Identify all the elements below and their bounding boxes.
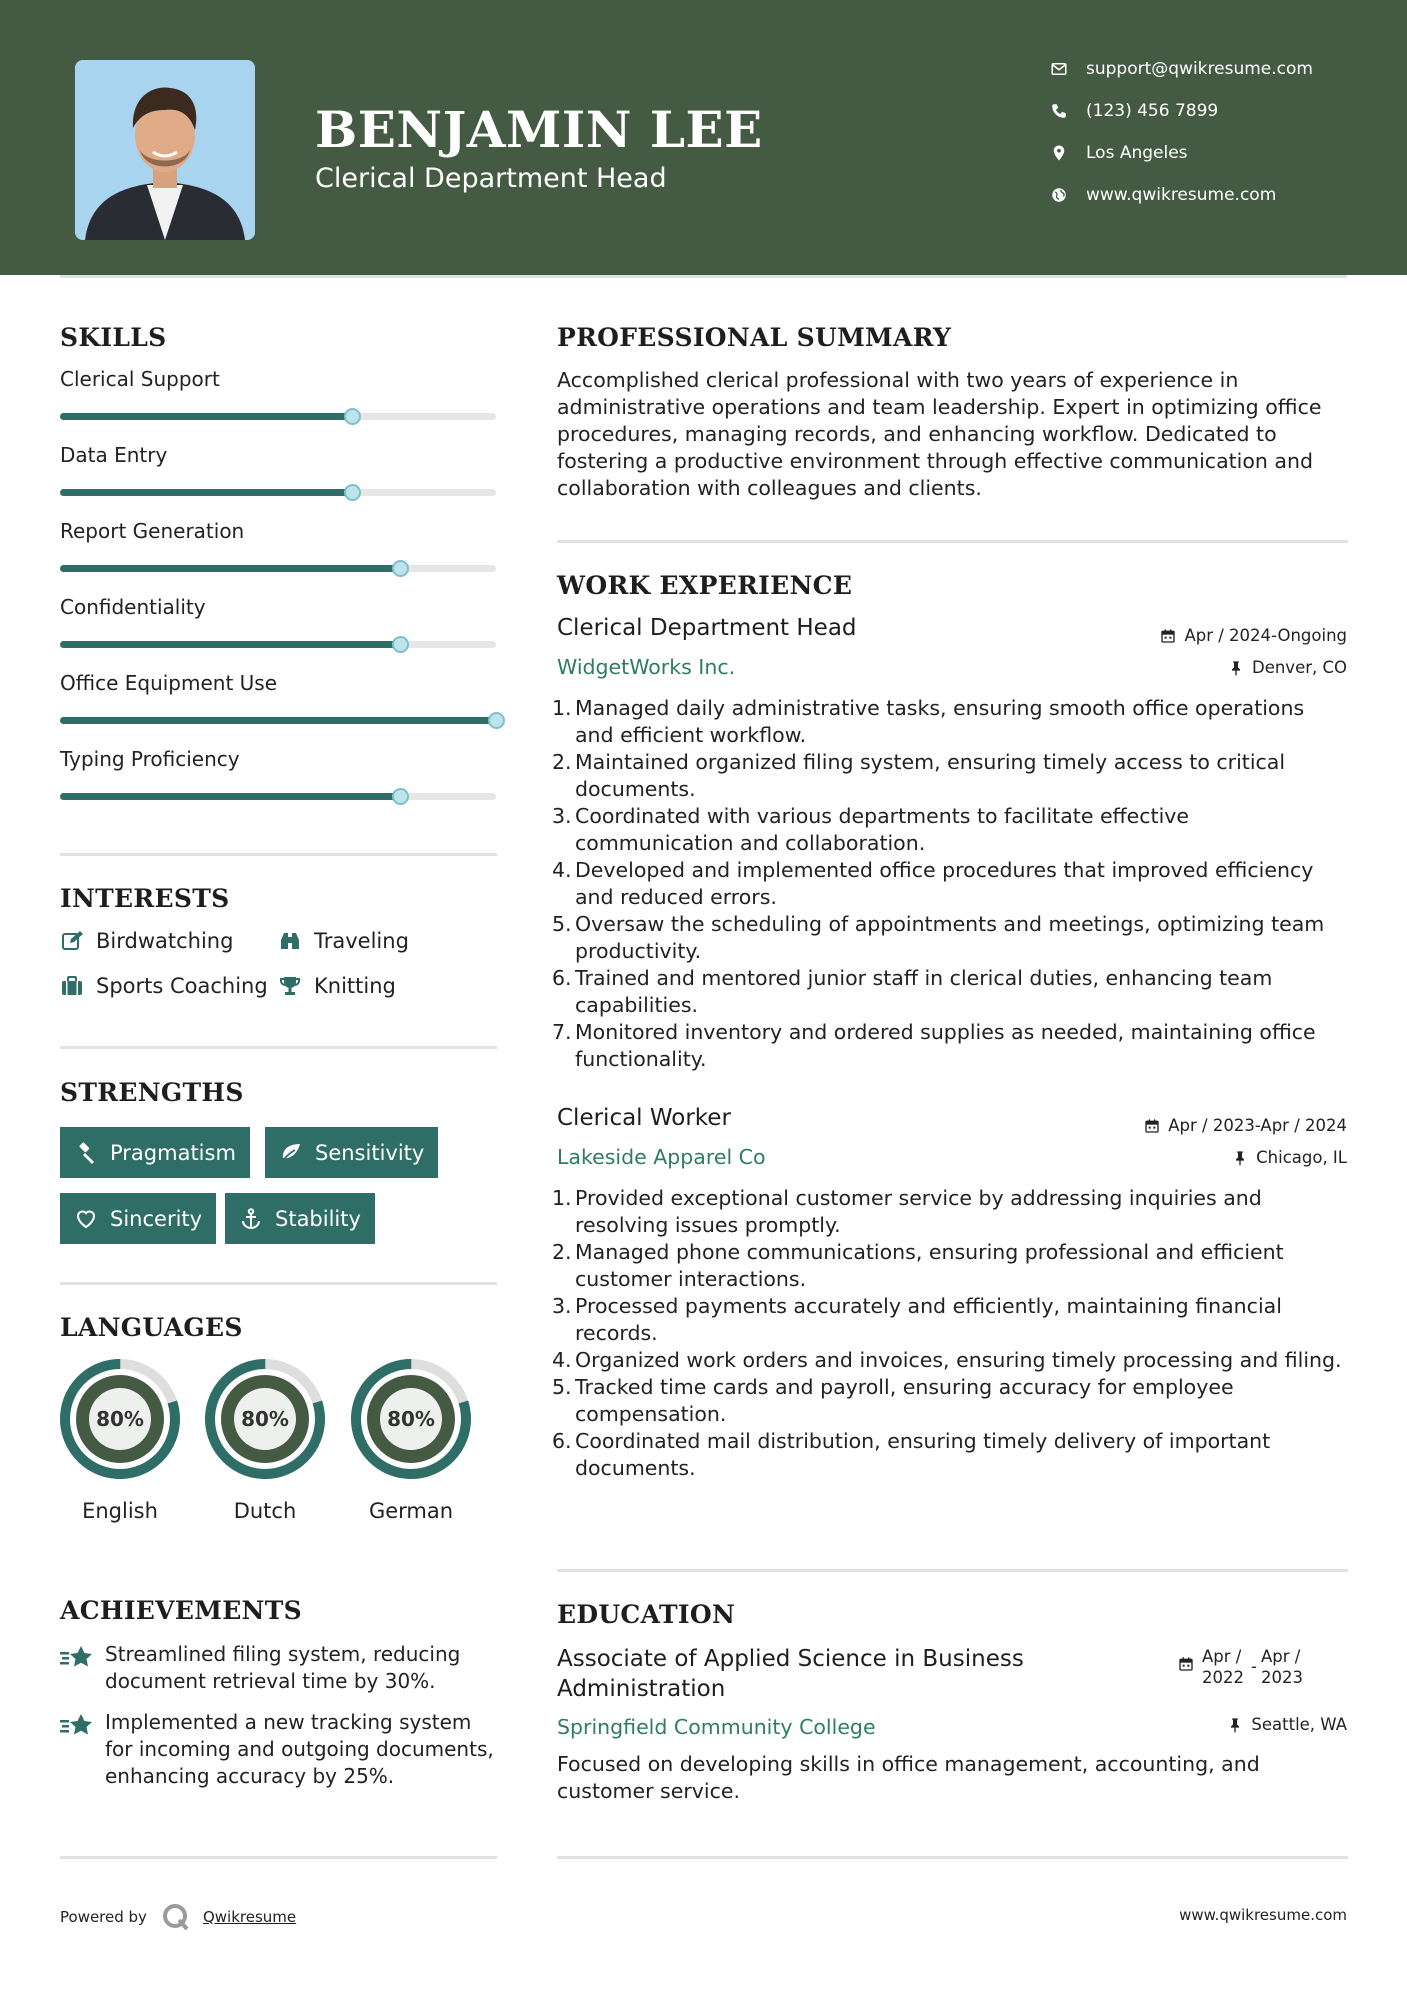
bullet-text: Managed phone communications, ensuring professional and efficient customer interactions. <box>575 1240 1284 1291</box>
footer-url[interactable]: www.qwikresume.com <box>1179 1906 1347 1924</box>
skill-bar-knob <box>392 560 409 577</box>
education-location-text: Seattle, WA <box>1251 1715 1347 1734</box>
interests-heading: INTERESTS <box>60 884 230 913</box>
job-title: Clerical Department Head <box>557 615 857 641</box>
star-badge-icon <box>60 1644 94 1672</box>
bullet-number: 3. <box>552 1294 572 1318</box>
contact-phone-text: (123) 456 7899 <box>1086 101 1219 121</box>
contact-location <box>1050 143 1188 163</box>
education-dates <box>1178 1646 1309 1688</box>
bullet-text: Provided exceptional customer service by addressing inquiries and resolving issues promptly. <box>575 1186 1262 1237</box>
achievement-item <box>60 1709 500 1790</box>
job-bullet <box>552 1239 1347 1293</box>
bullet-number: 4. <box>552 858 572 882</box>
skills-divider <box>60 853 497 856</box>
bullet-number: 5. <box>552 1375 572 1399</box>
skill-bar-knob <box>392 788 409 805</box>
bullet-text: Organized work orders and invoices, ensuring timely processing and filing. <box>575 1348 1342 1372</box>
contact-website[interactable] <box>1050 185 1276 205</box>
skill-bar-fill <box>60 641 400 648</box>
strength-tag <box>265 1127 438 1178</box>
bullet-number: 1. <box>552 696 572 720</box>
job-company: Lakeside Apparel Co <box>557 1145 766 1169</box>
summary-heading: PROFESSIONAL SUMMARY <box>557 323 952 352</box>
skill-bar-knob <box>344 408 361 425</box>
skill-bar <box>60 565 496 572</box>
bullet-number: 2. <box>552 1240 572 1264</box>
bullet-text: Coordinated with various departments to facilitate effective communication and collaboration. <box>575 804 1190 855</box>
skill-label: Clerical Support <box>60 367 220 391</box>
calendar-icon <box>1144 1118 1160 1134</box>
bullet-text: Monitored inventory and ordered supplies as needed, maintaining office functionality. <box>575 1020 1316 1071</box>
strengths-divider <box>60 1282 497 1285</box>
bullet-number: 7. <box>552 1020 572 1044</box>
bullet-number: 6. <box>552 966 572 990</box>
job-bullets <box>552 695 1347 1073</box>
bullet-number: 2. <box>552 750 572 774</box>
achievements-heading: ACHIEVEMENTS <box>60 1596 302 1625</box>
skill-bar-knob <box>392 636 409 653</box>
strength-label: Pragmatism <box>110 1140 236 1165</box>
language-percent: 80% <box>96 1407 144 1431</box>
language-ring <box>60 1359 180 1479</box>
language-item <box>60 1359 180 1529</box>
bullet-text: Processed payments accurately and efficiently, maintaining financial records. <box>575 1294 1282 1345</box>
job-bullet <box>552 857 1347 911</box>
skill-bar <box>60 489 496 496</box>
interest-item <box>60 974 268 998</box>
map-pin-icon <box>1050 144 1068 162</box>
job-bullet <box>552 911 1347 965</box>
skill-label: Office Equipment Use <box>60 671 278 695</box>
skill-bar-fill <box>60 413 352 420</box>
job-bullet <box>552 1374 1347 1428</box>
job-location-text: Chicago, IL <box>1256 1148 1347 1167</box>
interest-label: Traveling <box>314 929 409 953</box>
bullet-text: Trained and mentored junior staff in clerical duties, enhancing team capabilities. <box>575 966 1273 1017</box>
language-percent: 80% <box>241 1407 289 1431</box>
skill-bar <box>60 641 496 648</box>
job-location <box>1228 658 1347 677</box>
strength-tag <box>60 1193 216 1244</box>
skill-bar-fill <box>60 793 400 800</box>
job-location-text: Denver, CO <box>1251 658 1347 677</box>
interest-label: Knitting <box>314 974 396 998</box>
skill-bar-knob <box>488 712 505 729</box>
pushpin-icon <box>1228 660 1244 676</box>
job-company: WidgetWorks Inc. <box>557 655 736 679</box>
globe-icon <box>1050 186 1068 204</box>
bullet-text: Developed and implemented office procedures that improved efficiency and reduced errors. <box>575 858 1314 909</box>
contact-phone[interactable] <box>1050 101 1218 121</box>
strength-tag <box>225 1193 375 1244</box>
contact-website-text: www.qwikresume.com <box>1086 185 1277 205</box>
experience-divider <box>557 1569 1348 1572</box>
bullet-number: 3. <box>552 804 572 828</box>
header-divider <box>60 275 1347 278</box>
bullet-text: Maintained organized filing system, ensuring timely access to critical documents. <box>575 750 1286 801</box>
envelope-icon <box>1050 60 1068 78</box>
language-label: Dutch <box>233 1499 297 1523</box>
summary-text: Accomplished clerical professional with two years of experience in administrative operations and team leadership. Expert in optimizing office procedures, managing records, and enhancing workflow. Dedicated to fostering a productive environment through effective communication and collaboration with colleagues and clients. <box>557 368 1322 500</box>
briefcase-icon <box>60 974 84 998</box>
bullet-number: 6. <box>552 1429 572 1453</box>
bullet-number: 1. <box>552 1186 572 1210</box>
gavel-icon <box>74 1141 98 1165</box>
job-bullet <box>552 1185 1347 1239</box>
job-dates <box>1160 626 1347 645</box>
trophy-icon <box>278 974 302 998</box>
skill-bar-knob <box>344 484 361 501</box>
education-degree: Associate of Applied Science in Business Administration <box>557 1646 1024 1702</box>
education-date-end: Apr / 2023 <box>1261 1647 1303 1687</box>
language-ring <box>205 1359 325 1479</box>
leaf-icon <box>279 1141 303 1165</box>
profile-photo <box>75 60 255 240</box>
job-bullet <box>552 803 1347 857</box>
job-bullet <box>552 1347 1347 1374</box>
skill-bar-fill <box>60 717 496 724</box>
language-label: German <box>368 1499 454 1523</box>
powered-by-text: Powered by <box>60 1908 147 1926</box>
footer-powered-by <box>60 1902 296 1932</box>
star-badge-icon <box>60 1712 94 1740</box>
contact-location-text: Los Angeles <box>1086 143 1188 163</box>
interest-label: Sports Coaching <box>96 974 268 998</box>
bullet-text: Tracked time cards and payroll, ensuring accuracy for employee compensation. <box>575 1375 1234 1426</box>
language-item <box>351 1359 471 1529</box>
skill-label: Typing Proficiency <box>60 747 240 771</box>
interest-item <box>60 929 233 953</box>
job-title: Clerical Worker <box>557 1105 731 1131</box>
achievement-item <box>60 1641 500 1695</box>
bullet-text: Managed daily administrative tasks, ensuring smooth office operations and efficient workflow. <box>575 696 1305 747</box>
qwikresume-logo-icon <box>161 1902 191 1932</box>
strengths-heading: STRENGTHS <box>60 1078 244 1107</box>
bullet-text: Coordinated mail distribution, ensuring timely delivery of important documents. <box>575 1429 1271 1480</box>
job-bullet <box>552 1428 1347 1482</box>
skill-bar <box>60 717 496 724</box>
achievements-divider <box>60 1856 497 1859</box>
job-dates-text: Apr / 2023-Apr / 2024 <box>1168 1116 1347 1135</box>
education-heading: EDUCATION <box>557 1600 736 1629</box>
achievement-text: Streamlined filing system, reducing document retrieval time by 30%. <box>105 1642 461 1693</box>
education-text: Focused on developing skills in office management, accounting, and customer service. <box>557 1752 1260 1803</box>
languages-heading: LANGUAGES <box>60 1313 243 1342</box>
interests-divider <box>60 1046 497 1049</box>
candidate-name: BENJAMIN LEE <box>315 100 763 159</box>
job-dates-text: Apr / 2024-Ongoing <box>1184 626 1347 645</box>
job-bullet <box>552 1019 1347 1073</box>
language-percent: 80% <box>387 1407 435 1431</box>
phone-icon <box>1050 102 1068 120</box>
skill-bar <box>60 793 496 800</box>
contact-email-text: support@qwikresume.com <box>1086 59 1313 79</box>
strength-label: Sincerity <box>110 1206 203 1231</box>
interest-item <box>278 974 396 998</box>
pushpin-icon <box>1227 1717 1243 1733</box>
education-school: Springfield Community College <box>557 1715 876 1739</box>
interest-label: Birdwatching <box>96 929 234 953</box>
skill-label: Confidentiality <box>60 595 206 619</box>
experience-heading: WORK EXPERIENCE <box>557 571 853 600</box>
skill-bar-fill <box>60 489 352 496</box>
calendar-icon <box>1178 1656 1194 1672</box>
binoculars-icon <box>278 929 302 953</box>
interest-item <box>278 929 409 953</box>
job-dates <box>1144 1116 1347 1135</box>
bullet-number: 5. <box>552 912 572 936</box>
heart-icon <box>74 1207 98 1231</box>
skill-label: Report Generation <box>60 519 245 543</box>
candidate-role: Clerical Department Head <box>315 163 667 194</box>
achievement-text: Implemented a new tracking system for incoming and outgoing documents, enhancing accuracy by 25%. <box>105 1710 494 1788</box>
contact-email[interactable] <box>1050 59 1313 79</box>
strength-label: Sensitivity <box>315 1140 425 1165</box>
bullet-text: Oversaw the scheduling of appointments and meetings, optimizing team productivity. <box>575 912 1325 963</box>
skill-bar-fill <box>60 565 400 572</box>
education-date-start: Apr / 2022 <box>1202 1647 1244 1687</box>
bullet-number: 4. <box>552 1348 572 1372</box>
qwikresume-link[interactable]: Qwikresume <box>202 1908 297 1926</box>
anchor-icon <box>239 1207 263 1231</box>
strength-label: Stability <box>275 1206 361 1231</box>
skill-label: Data Entry <box>60 443 168 467</box>
job-bullets <box>552 1185 1347 1482</box>
skills-heading: SKILLS <box>60 323 167 352</box>
job-location <box>1232 1148 1347 1167</box>
strength-tag <box>60 1127 250 1178</box>
job-bullet <box>552 695 1347 749</box>
summary-divider <box>557 540 1348 543</box>
pencil-square-icon <box>60 929 84 953</box>
education-location <box>1227 1715 1347 1734</box>
language-ring <box>351 1359 471 1479</box>
date-separator: - <box>1251 1657 1257 1676</box>
calendar-icon <box>1160 628 1176 644</box>
job-bullet <box>552 965 1347 1019</box>
pushpin-icon <box>1232 1150 1248 1166</box>
language-item <box>205 1359 325 1529</box>
language-label: English <box>82 1499 158 1523</box>
education-divider <box>557 1856 1348 1859</box>
skill-bar <box>60 413 496 420</box>
job-bullet <box>552 749 1347 803</box>
job-bullet <box>552 1293 1347 1347</box>
